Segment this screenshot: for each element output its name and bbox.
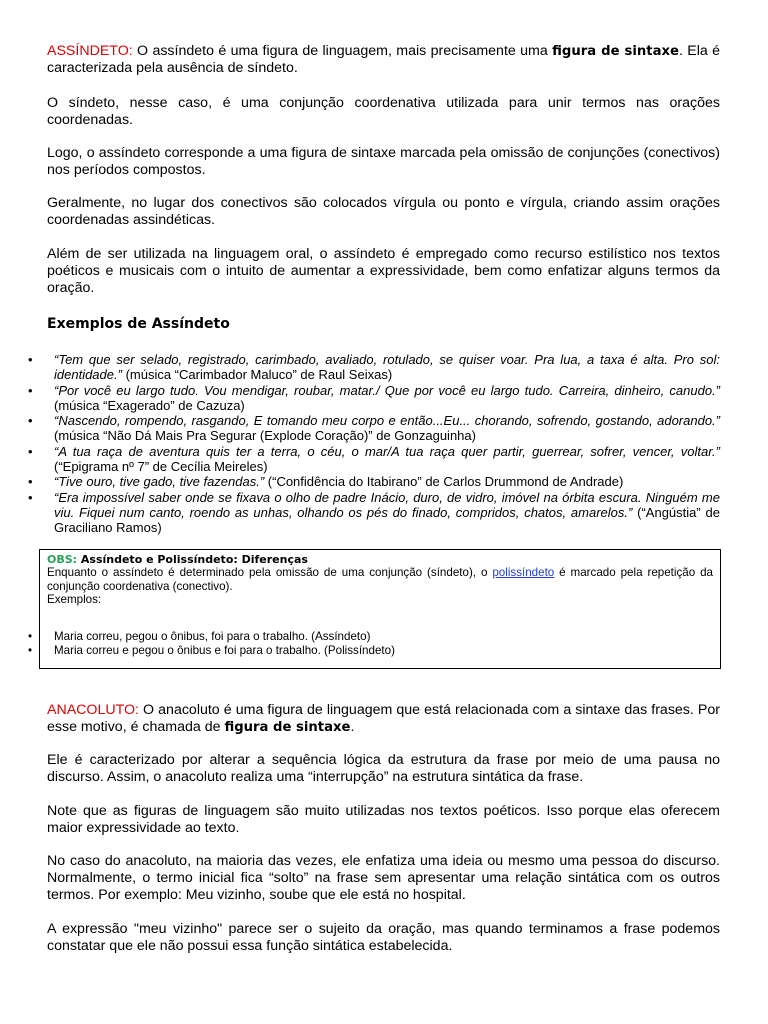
list-item (28, 630, 720, 644)
obs-text-a: Enquanto o assíndeto é determinado pela omissão de uma conjunção (síndeto), o (47, 566, 493, 580)
examples-heading: Exemplos de Assíndeto (47, 316, 230, 332)
list-item (0, 352, 720, 383)
bullet-icon: • (28, 443, 33, 459)
list-item (0, 383, 720, 414)
list-item (28, 643, 720, 658)
asindeto-intro-end: . Ela é caracterizada pela ausência de síndeto. (47, 43, 720, 76)
anacoluto-paragraph-3: Note que as figuras de linguagem são muito utilizadas nos textos poéticos. Isso porque elas oferecem maior expressividade ao texto. (47, 803, 720, 836)
obs-text (47, 566, 713, 593)
asindeto-intro-bold: figura de sintaxe (552, 44, 679, 59)
anacoluto-paragraph-5: A expressão "meu vizinho" parece ser o sujeito da oração, mas quando terminamos a frase podemos constatar que ele não possui essa função sintática estabelecida. (47, 921, 720, 954)
list-item (0, 474, 720, 489)
obs-label: OBS: (47, 553, 78, 566)
bullet-icon: • (28, 352, 33, 367)
obs-box (28, 549, 721, 669)
example-quote: “Tem que ser selado, registrado, carimbado, avaliado, rotulado, se quiser voar. Pra lua, a taxa é alta. Pro sol: identidade.” (54, 352, 720, 383)
bullet-icon: • (28, 643, 33, 657)
asindeto-paragraph-4: Geralmente, no lugar dos conectivos são colocados vírgula ou ponto e vírgula, criando assim orações coordenadas assindéticas. (47, 195, 720, 228)
example-source: (“Epigrama nº 7” de Cecília Meireles) (54, 459, 268, 475)
asindeto-paragraph-3: Logo, o assíndeto corresponde a uma figura de sintaxe marcada pela omissão de conjunções (conectivos) nos períodos compostos. (47, 145, 720, 178)
anacoluto-paragraph-2: Ele é caracterizado por alterar a sequência lógica da estrutura da frase por meio de uma pausa no discurso. Assim, o anacoluto realiza uma “interrupção” na estrutura sintática da frase. (47, 752, 720, 785)
example-source: (“Confidência do Itabirano” de Carlos Drummond de Andrade) (264, 474, 624, 490)
example-quote: “Era impossível saber onde se fixava o olho de padre Inácio, duro, de vidro, imóvel na órbita escura. Ninguém me viu. Fiquei num canto, roendo as unhas, olhando os pés do finado, compridos, chatos, amarelos.” (54, 489, 720, 520)
anacoluto-intro-bold: figura de sintaxe (224, 720, 351, 735)
obs-examples-label: Exemplos: (47, 593, 102, 607)
bullet-icon: • (28, 630, 33, 643)
examples-list (0, 352, 720, 536)
bullet-icon: • (28, 413, 33, 429)
anacoluto-intro-end: . (350, 719, 355, 735)
example-source: (“Angústia” de Graciliano Ramos) (54, 504, 720, 536)
example-source: (música “Exagerado” de Cazuza) (54, 397, 245, 413)
example-quote: “Nascendo, rompendo, rasgando, E tomando meu corpo e então...Eu... chorando, sofrendo, gostando, adorando.” (54, 413, 720, 429)
obs-example-text: Maria correu e pegou o ônibus e foi para o trabalho. (Polissíndeto) (54, 643, 395, 657)
example-quote: “A tua raça de aventura quis ter a terra, o céu, o mar/A tua raça quer partir, guerrear, sofrer, vencer, voltar.” (54, 443, 720, 459)
obs-title-text: Assíndeto e Polissíndeto: Diferenças (77, 553, 308, 566)
asindeto-label: ASSÍNDETO: (47, 43, 133, 59)
asindeto-paragraph-2: O síndeto, nesse caso, é uma conjunção coordenativa utilizada para unir termos nas orações coordenadas. (47, 95, 720, 128)
anacoluto-label: ANACOLUTO: (47, 702, 139, 718)
list-item (0, 444, 720, 475)
example-source: (música “Carimbador Maluco” de Raul Seixas) (121, 367, 393, 383)
bullet-icon: • (28, 474, 33, 490)
asindeto-paragraph-5: Além de ser utilizada na linguagem oral, o assíndeto é empregado como recurso estilístico nos textos poéticos e musicais com o intuito de aumentar a expressividade, bem como enfatizar alguns termos da oração. (47, 246, 720, 296)
example-quote: “Tive ouro, tive gado, tive fazendas.” (54, 474, 265, 490)
polissindeto-link[interactable]: polissíndeto (492, 566, 555, 580)
asindeto-intro (47, 43, 720, 77)
bullet-icon: • (28, 382, 33, 398)
bullet-icon: • (28, 489, 33, 505)
obs-examples-list (28, 630, 720, 657)
example-source: (música “Não Dá Mais Pra Segurar (Explode Coração)” de Gonzaguinha) (54, 428, 476, 444)
asindeto-intro-text: O assíndeto é uma figura de linguagem, mais precisamente uma (132, 43, 553, 59)
anacoluto-paragraph-4: No caso do anacoluto, na maioria das vezes, ele enfatiza uma ideia ou mesmo uma pessoa do discurso. Normalmente, o termo inicial fica “solto” na frase sem apresentar uma relação sintática com os outros termos. Por exemplo: Meu vizinho, soube que ele está no hospital. (47, 853, 720, 903)
anacoluto-intro-text: O anacoluto é uma figura de linguagem que está relacionada com a sintaxe das frases. Por esse motivo, é chamada de (47, 702, 720, 735)
example-quote: “Por você eu largo tudo. Vou mendigar, roubar, matar./ Que por você eu largo tudo. Carreira, dinheiro, canudo.” (54, 382, 720, 398)
obs-text-b: é marcado pela repetição da conjunção coordenativa (conectivo). (47, 566, 713, 593)
list-item (0, 490, 720, 536)
obs-example-text: Maria correu, pegou o ônibus, foi para o trabalho. (Assíndeto) (54, 630, 371, 643)
list-item (0, 413, 720, 444)
obs-title (47, 553, 713, 566)
anacoluto-intro (47, 702, 720, 736)
